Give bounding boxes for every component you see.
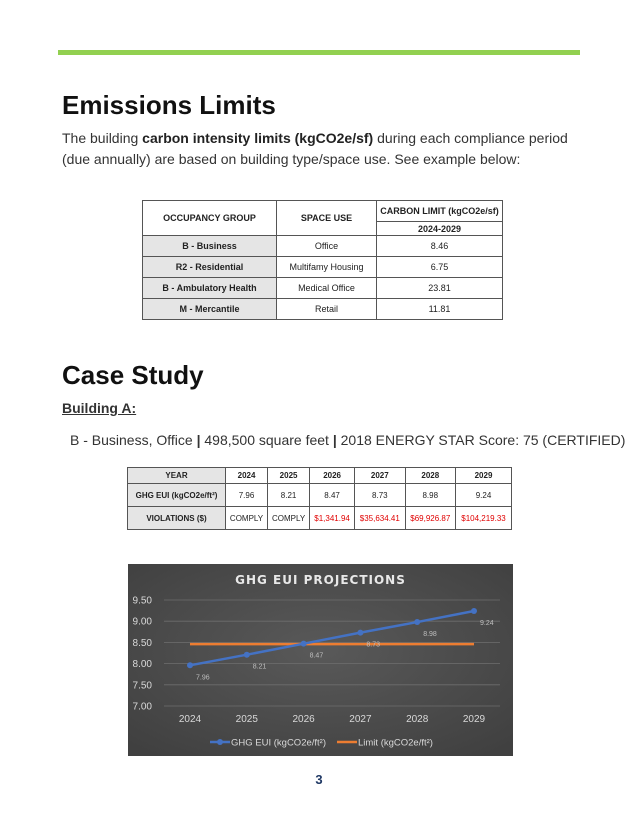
table-row-violations <box>128 507 512 530</box>
chart-background <box>128 564 513 756</box>
table-row-years <box>128 468 512 484</box>
ghg-cell: 7.96 <box>226 484 268 507</box>
violation-cell: $104,219.33 <box>456 507 512 530</box>
section-title-emissions: Emissions Limits <box>62 90 276 120</box>
year-cell: 2026 <box>310 468 355 484</box>
data-label: 8.98 <box>423 631 437 639</box>
violations-label: VIOLATIONS ($) <box>128 507 226 530</box>
ghg-cell: 8.47 <box>310 484 355 507</box>
violation-cell: $1,341.94 <box>310 507 355 530</box>
data-point <box>471 608 477 614</box>
data-point <box>357 630 363 636</box>
table-row <box>143 236 503 257</box>
separator-bar: | <box>332 432 337 448</box>
x-tick-label: 2029 <box>462 714 486 725</box>
building-desc-area: 498,500 square feet <box>200 432 333 448</box>
y-tick-label: 8.00 <box>132 659 152 671</box>
year-cell: 2027 <box>355 468 405 484</box>
limit-cell: 11.81 <box>377 299 503 320</box>
year-label: YEAR <box>128 468 226 484</box>
ghg-eui-chart <box>128 564 513 756</box>
building-description <box>70 432 625 448</box>
table-row-ghg <box>128 484 512 507</box>
chart-svg <box>128 564 513 756</box>
limit-cell: 6.75 <box>377 257 503 278</box>
separator-bar: | <box>196 432 201 448</box>
intro-text-pre: The building <box>62 130 143 146</box>
space-use-cell: Multifamy Housing <box>277 257 377 278</box>
y-tick-label: 9.00 <box>132 616 152 628</box>
col-header-occupancy: OCCUPANCY GROUP <box>143 201 277 236</box>
occupancy-cell: R2 - Residential <box>143 257 277 278</box>
space-use-cell: Office <box>277 236 377 257</box>
legend-label: Limit (kgCO2e/ft²) <box>358 737 433 749</box>
limit-cell: 23.81 <box>377 278 503 299</box>
section-title-case-study: Case Study <box>62 360 204 390</box>
ghg-cell: 8.98 <box>405 484 455 507</box>
data-label: 8.21 <box>252 663 267 671</box>
carbon-limits-table <box>142 200 503 320</box>
col-header-space-use: SPACE USE <box>277 201 377 236</box>
violation-cell: $35,634.41 <box>355 507 405 530</box>
data-point <box>187 662 193 668</box>
ghg-cell: 8.73 <box>355 484 405 507</box>
y-tick-label: 7.00 <box>132 701 152 713</box>
x-tick-label: 2024 <box>178 714 202 725</box>
violation-cell: $69,926.87 <box>405 507 455 530</box>
y-tick-label: 7.50 <box>132 680 152 692</box>
x-tick-label: 2025 <box>235 714 258 725</box>
year-cell: 2029 <box>456 468 512 484</box>
ghg-cell: 9.24 <box>456 484 512 507</box>
data-label: 9.24 <box>480 620 494 628</box>
x-tick-label: 2028 <box>406 714 429 725</box>
occupancy-cell: B - Business <box>143 236 277 257</box>
intro-paragraph <box>62 128 582 170</box>
y-tick-label: 8.50 <box>132 637 152 649</box>
data-point <box>414 619 420 625</box>
intro-text-bold: carbon intensity limits (kgCO2e/sf) <box>142 130 374 146</box>
ghg-label: GHG EUI (kgCO2e/ft²) <box>128 484 226 507</box>
space-use-cell: Medical Office <box>277 278 377 299</box>
chart-title: GHG EUI PROJECTIONS <box>235 573 406 587</box>
building-label: Building A: <box>62 400 137 416</box>
page-number: 3 <box>315 772 323 787</box>
legend-label: GHG EUI (kgCO2e/ft²) <box>231 737 327 749</box>
year-cell: 2028 <box>405 468 455 484</box>
projection-table <box>127 467 512 530</box>
table-row <box>143 299 503 320</box>
top-accent-rule <box>58 50 580 55</box>
intro-text-post: during each compliance period (due annually) are based on building type/space use. See example below: <box>62 130 568 167</box>
data-label: 8.47 <box>309 652 324 660</box>
occupancy-cell: B - Ambulatory Health <box>143 278 277 299</box>
data-point <box>301 641 307 647</box>
occupancy-cell: M - Mercantile <box>143 299 277 320</box>
y-tick-label: 9.50 <box>132 595 152 607</box>
year-cell: 2024 <box>226 468 268 484</box>
space-use-cell: Retail <box>277 299 377 320</box>
data-point <box>244 652 250 658</box>
building-desc-score: 2018 ENERGY STAR Score: 75 (CERTIFIED) <box>336 432 626 448</box>
x-tick-label: 2027 <box>349 714 372 725</box>
violation-cell: COMPLY <box>226 507 268 530</box>
year-cell: 2025 <box>268 468 310 484</box>
x-tick-label: 2026 <box>292 714 315 725</box>
data-label: 7.96 <box>196 674 210 682</box>
building-desc-type: B - Business, Office <box>70 432 197 448</box>
col-header-carbon-limit: CARBON LIMIT (kgCO2e/sf) <box>377 201 503 222</box>
col-header-period: 2024-2029 <box>377 222 503 236</box>
table-row <box>143 257 503 278</box>
violation-cell: COMPLY <box>268 507 310 530</box>
limit-cell: 8.46 <box>377 236 503 257</box>
table-row <box>143 278 503 299</box>
legend-marker <box>217 739 223 745</box>
ghg-cell: 8.21 <box>268 484 310 507</box>
data-label: 8.73 <box>366 641 381 649</box>
